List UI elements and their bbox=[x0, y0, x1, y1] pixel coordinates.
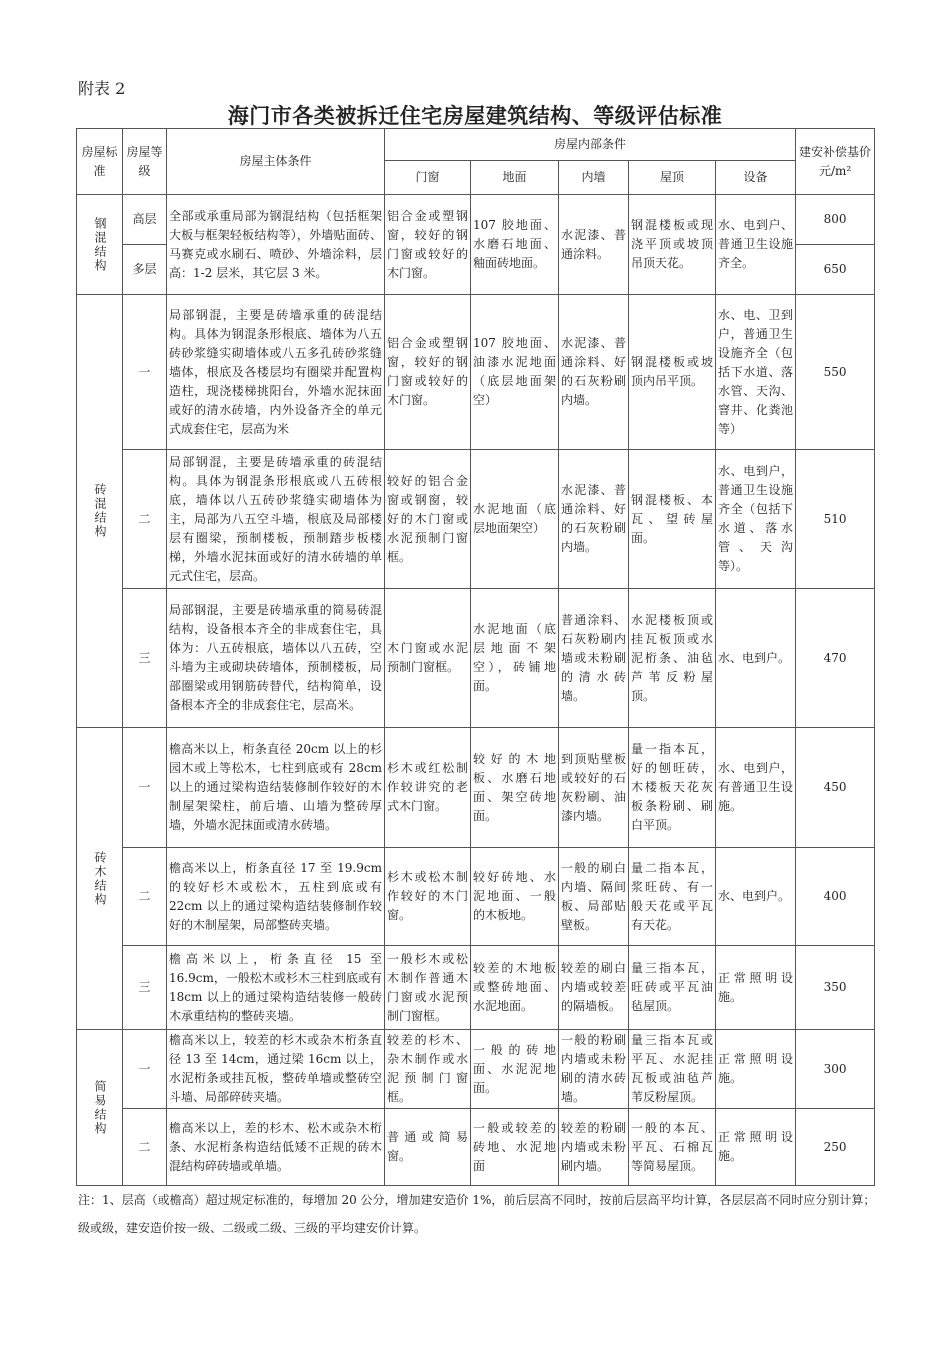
price-cell: 350 bbox=[796, 946, 875, 1030]
price-cell: 650 bbox=[796, 245, 875, 295]
section-label: 砖混结构 bbox=[77, 295, 123, 728]
wall-cell: 较差的刷白内墙或较差的隔墙板。 bbox=[559, 946, 629, 1030]
equipment-cell: 正常照明设施。 bbox=[716, 1109, 796, 1186]
appendix-label: 附表 2 bbox=[78, 79, 126, 98]
section-label: 简易结构 bbox=[77, 1030, 123, 1186]
table-row bbox=[77, 728, 875, 848]
roof-cell: 量二指本瓦，浆旺砖、有一般天花或平瓦有天花。 bbox=[629, 848, 716, 946]
price-cell: 800 bbox=[796, 195, 875, 245]
floor-cell: 107 胶地面、油漆水泥地面（底层地面架空） bbox=[471, 295, 559, 450]
price-cell: 250 bbox=[796, 1109, 875, 1186]
door-cell: 杉木或红松制作较讲究的老式木门窗。 bbox=[385, 728, 471, 848]
equipment-cell: 水、电到户，普通卫生设施齐全（包括下水道、落水管、天沟等）。 bbox=[716, 450, 796, 589]
main-condition-cell: 局部钢混，主要是砖墙承重的砖混结构。具体为钢混条形根底或八五砖根底，墙体以八五砖砂浆缝实砌墙体为主，局部为八五空斗墙，根底及局部楼层有圈梁，预制楼板，预制踏步板楼梯，外墙水泥抹面或好的清水砖墙的单元式住宅，层高。 bbox=[167, 450, 385, 589]
door-cell: 铝合金或塑钢窗，较好的钢门窗或较好的木门窗。 bbox=[385, 295, 471, 450]
main-condition-cell: 局部钢混，主要是砖墙承重的简易砖混结构，设备根本齐全的非成套住宅，具体为：八五砖根底，墙体以八五砖，空斗墙为主或砌块砖墙体，预制楼板，局部圈梁或用钢筋砖替代，结构简单，设备根本齐全的非成套住宅，层高米。 bbox=[167, 589, 385, 728]
grade-cell: 三 bbox=[123, 946, 167, 1030]
wall-cell: 较差的粉刷内墙或未粉刷内墙。 bbox=[559, 1109, 629, 1186]
roof-cell: 量三指本瓦或平瓦、水泥挂瓦板或油毡芦苇反粉屋顶。 bbox=[629, 1030, 716, 1109]
main-condition-cell: 檐高米以上，差的杉木、松木或杂木桁条、水泥桁条构造结低矮不正规的砖木混结构碎砖墙或单墙。 bbox=[167, 1109, 385, 1186]
header-main-conditions: 房屋主体条件 bbox=[167, 129, 385, 195]
door-cell: 木门窗或水泥预制门窗框。 bbox=[385, 589, 471, 728]
table-row bbox=[77, 848, 875, 946]
table-row bbox=[77, 450, 875, 589]
roof-cell: 水泥楼板顶或挂瓦板顶或水泥桁条、油毡芦苇反粉屋顶。 bbox=[629, 589, 716, 728]
wall-cell: 一般的粉刷内墙或未粉刷的清水砖墙。 bbox=[559, 1030, 629, 1109]
header-wall: 内墙 bbox=[559, 161, 629, 195]
floor-cell: 一般的砖地面、水泥泥地面。 bbox=[471, 1030, 559, 1109]
floor-cell: 一般或较差的砖地、水泥地面 bbox=[471, 1109, 559, 1186]
wall-cell: 水泥漆、普通涂料。 bbox=[559, 195, 629, 295]
valuation-table bbox=[76, 128, 875, 1186]
main-condition-cell: 檐高米以上，较差的杉木或杂木桁条直径 13 至 14cm，通过梁 16cm 以上，水泥桁条或挂瓦板，整砖单墙或整砖空斗墙、局部碎砖夹墙。 bbox=[167, 1030, 385, 1109]
door-cell: 较差的杉木、杂木制作或水泥预制门窗框。 bbox=[385, 1030, 471, 1109]
header-grade: 房屋等级 bbox=[123, 129, 167, 195]
floor-cell: 较好砖地、水泥地面、一般的木板地。 bbox=[471, 848, 559, 946]
equipment-cell: 水、电、卫到户，普通卫生设施齐全（包括下水道、落水管、天沟、窨井、化粪池等） bbox=[716, 295, 796, 450]
grade-cell: 一 bbox=[123, 1030, 167, 1109]
wall-cell: 一般的刷白内墙、隔间板、局部贴壁板。 bbox=[559, 848, 629, 946]
roof-cell: 钢混楼板、本瓦、望砖屋面。 bbox=[629, 450, 716, 589]
floor-cell: 水泥地面（底层地面架空） bbox=[471, 450, 559, 589]
table-row bbox=[77, 946, 875, 1030]
wall-cell: 水泥漆、普通涂料、好的石灰粉刷内墙。 bbox=[559, 295, 629, 450]
wall-cell: 水泥漆、普通涂料、好的石灰粉刷内墙。 bbox=[559, 450, 629, 589]
header-floor: 地面 bbox=[471, 161, 559, 195]
equipment-cell: 水、电到户。 bbox=[716, 848, 796, 946]
floor-cell: 较差的木地板或整砖地面、水泥地面。 bbox=[471, 946, 559, 1030]
grade-cell: 高层 bbox=[123, 195, 167, 245]
footnote-1: 注：1、层高（或檐高）超过规定标准的，每增加 20 公分，增加建安造价 1%，前后层高不同时，按前后层高平均计算，各层层高不同时应分别计算； bbox=[78, 1193, 876, 1207]
floor-cell: 较好的木地板、水磨石地面、架空砖地面。 bbox=[471, 728, 559, 848]
grade-cell: 一 bbox=[123, 728, 167, 848]
price-cell: 510 bbox=[796, 450, 875, 589]
main-condition-cell: 檐高米以上，桁条直径 17 至 19.9cm 的较好杉木或松木，五柱到底或有 22cm 以上的通过梁构造结装修制作较好的木制屋架，局部整砖夹墙。 bbox=[167, 848, 385, 946]
section-label: 砖木结构 bbox=[77, 728, 123, 1030]
floor-cell: 水泥地面（底层地面不架空），砖铺地面。 bbox=[471, 589, 559, 728]
equipment-cell: 水、电到户，有普通卫生设施。 bbox=[716, 728, 796, 848]
header-door: 门窗 bbox=[385, 161, 471, 195]
grade-cell: 二 bbox=[123, 848, 167, 946]
roof-cell: 量一指本瓦，好的刨旺砖，木楼板天花灰板条粉刷、刷白平顶。 bbox=[629, 728, 716, 848]
table-row bbox=[77, 1030, 875, 1109]
header-standard: 房屋标准 bbox=[77, 129, 123, 195]
equipment-cell: 水、电到户、普通卫生设施齐全。 bbox=[716, 195, 796, 295]
roof-cell: 一般的本瓦、平瓦、石棉瓦等简易屋顶。 bbox=[629, 1109, 716, 1186]
roof-cell: 量三指本瓦，旺砖或平瓦油毡屋顶。 bbox=[629, 946, 716, 1030]
table-row bbox=[77, 195, 875, 245]
floor-cell: 107 胶地面、水磨石地面、釉面砖地面。 bbox=[471, 195, 559, 295]
price-cell: 470 bbox=[796, 589, 875, 728]
grade-cell: 多层 bbox=[123, 245, 167, 295]
main-condition-cell: 檐高米以上，桁条直径 20cm 以上的杉园木或上等松木，七柱到底或有 28cm 以上的通过梁构造结装修制作较好的木制屋架梁柱，前后墙、山墙为整砖厚墙，外墙水泥抹面或清水砖墙。 bbox=[167, 728, 385, 848]
price-cell: 550 bbox=[796, 295, 875, 450]
grade-cell: 一 bbox=[123, 295, 167, 450]
main-condition-cell: 檐高米以上，桁条直径 15 至 16.9cm，一般松木或杉木三柱到底或有 18cm 以上的通过梁构造结装修一般砖木承重结构的整砖夹墙。 bbox=[167, 946, 385, 1030]
door-cell: 杉木或松木制作较好的木门窗。 bbox=[385, 848, 471, 946]
header-interior-conditions: 房屋内部条件 bbox=[385, 129, 796, 161]
equipment-cell: 正常照明设施。 bbox=[716, 946, 796, 1030]
table-row bbox=[77, 295, 875, 450]
equipment-cell: 水、电到户。 bbox=[716, 589, 796, 728]
roof-cell: 钢混楼板或坡顶内吊平顶。 bbox=[629, 295, 716, 450]
main-condition-cell: 局部钢混，主要是砖墙承重的砖混结构。具体为钢混条形根底、墙体为八五砖砂浆缝实砌墙体或八五多孔砖砂浆缝墙体，根底及各楼层均有圈梁并配置构造柱，现浇楼梯挑阳台，外墙水泥抹面或好的清水砖墙，内外设备齐全的单元式成套住宅，层高为米 bbox=[167, 295, 385, 450]
door-cell: 普通或简易窗。 bbox=[385, 1109, 471, 1186]
door-cell: 铝合金或塑钢窗，较好的钢门窗或较好的木门窗。 bbox=[385, 195, 471, 295]
header-roof: 屋顶 bbox=[629, 161, 716, 195]
price-cell: 300 bbox=[796, 1030, 875, 1109]
main-condition-cell: 全部或承重局部为钢混结构（包括框架大板与框架轻板结构等），外墙贴面砖、马赛克或水刷石、喷砂、外墙涂料，层高：1-2 层米，其它层 3 米。 bbox=[167, 195, 385, 295]
table-row bbox=[77, 1109, 875, 1186]
footnote-2: 级或级，建安造价按一级、二级或二级、三级的平均建安价计算。 bbox=[78, 1221, 427, 1235]
equipment-cell: 正常照明设施。 bbox=[716, 1030, 796, 1109]
footnotes bbox=[78, 1190, 878, 1238]
grade-cell: 三 bbox=[123, 589, 167, 728]
wall-cell: 到顶贴壁板或较好的石灰粉刷、油漆内墙。 bbox=[559, 728, 629, 848]
wall-cell: 普通涂料、石灰粉刷内墙或未粉刷的清水砖墙。 bbox=[559, 589, 629, 728]
table-row bbox=[77, 589, 875, 728]
header-price: 建安补偿基价元/m² bbox=[796, 129, 875, 195]
roof-cell: 钢混楼板或现浇平顶或坡顶吊顶天花。 bbox=[629, 195, 716, 295]
door-cell: 一般杉木或松木制作普通木门窗或水泥预制门窗框。 bbox=[385, 946, 471, 1030]
grade-cell: 二 bbox=[123, 1109, 167, 1186]
section-label: 钢混结构 bbox=[77, 195, 123, 295]
document-title: 海门市各类被拆迁住宅房屋建筑结构、等级评估标准 bbox=[227, 103, 723, 128]
header-equipment: 设备 bbox=[716, 161, 796, 195]
price-cell: 450 bbox=[796, 728, 875, 848]
price-cell: 400 bbox=[796, 848, 875, 946]
grade-cell: 二 bbox=[123, 450, 167, 589]
door-cell: 较好的铝合金窗或钢窗，较好的木门窗或水泥预制门窗框。 bbox=[385, 450, 471, 589]
